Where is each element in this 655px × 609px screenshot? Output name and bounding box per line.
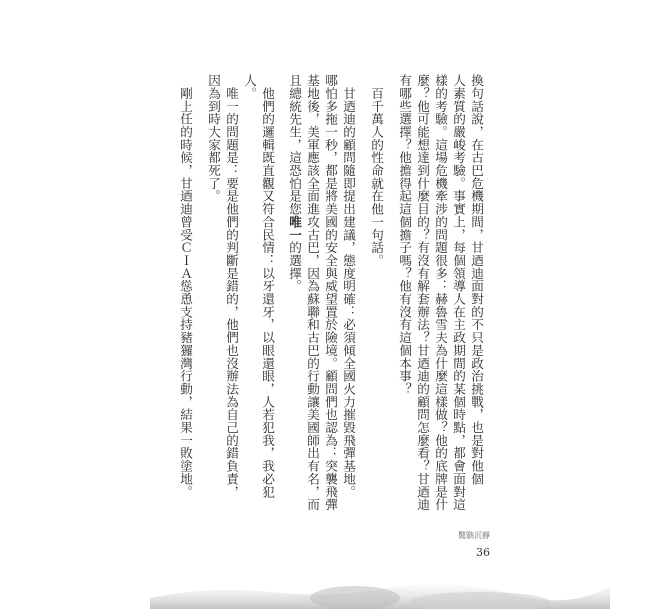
text-column-15 xyxy=(176,74,194,514)
text-column-10 xyxy=(285,74,303,514)
text-column-3 xyxy=(431,74,449,514)
column-text: 剛上任的時候，甘迺迪曾受ＣＩＡ慫恿支持豬玀灣行動，結果一敗塗地。 xyxy=(178,74,193,499)
text-column-13 xyxy=(222,74,240,514)
page-number: 36 xyxy=(476,546,490,559)
text-column-4 xyxy=(413,74,431,514)
column-text: 唯一的問題是：要是他們的判斷是錯的，他們也沒辦法為自己的錯負責， xyxy=(224,74,239,499)
column-text: 他們的邏輯既直觀又符合民情：以牙還牙，以眼還眼，人若犯我，我必犯 xyxy=(260,74,275,499)
emphasis-text: 唯一 xyxy=(287,215,302,242)
text-column-12 xyxy=(240,74,258,514)
text-column-6 xyxy=(367,74,385,514)
running-footer-title: 驚駭沉靜 xyxy=(458,531,490,540)
decorative-mist-image xyxy=(150,568,610,609)
column-text: 基地後，美軍應該全面進攻古巴，因為蘇聯和古巴的行動讓美國師出有名，而 xyxy=(305,74,320,511)
mist-illustration xyxy=(150,568,610,609)
text-column-5 xyxy=(395,74,413,514)
text-column-8 xyxy=(321,74,339,514)
text-column-14 xyxy=(204,74,222,514)
text-column-2 xyxy=(449,74,467,514)
column-text-after: 的選擇。 xyxy=(287,241,302,293)
column-text: 因為到時大家都死了。 xyxy=(206,74,221,203)
column-text: 麼？他可能想達到什麼目的？有沒有解套辦法？甘迺迪的顧問怎麼看？甘迺迪 xyxy=(415,74,430,511)
column-text: 換句話說，在古巴危機期間，甘迺迪面對的不只是政治挑戰，也是對他個 xyxy=(469,74,484,486)
column-text: 哪怕多拖一秒，都是將美國的安全與威望置於險境。顧問們也認為：突襲飛彈 xyxy=(323,74,338,511)
column-text: 且總統先生，這恐怕是您 xyxy=(287,74,302,216)
text-column-1 xyxy=(467,74,485,514)
column-text: 有哪些選擇？他擔得起這個擔子嗎？他有沒有這個本事？ xyxy=(397,74,412,396)
column-text: 樣的考驗。這場危機牽涉的問題很多：赫魯雪夫為什麼這樣做？他的底牌是什 xyxy=(433,74,448,511)
column-text: 甘迺迪的顧問隨即提出建議，態度明確：必須傾全國火力摧毀飛彈基地。 xyxy=(341,74,356,499)
text-column-7 xyxy=(339,74,357,514)
text-column-11 xyxy=(258,74,276,514)
column-text: 人。 xyxy=(242,74,257,100)
column-text: 人素質的嚴峻考驗。事實上，每個領導人在主政期間的某個時點，都會面對這 xyxy=(451,74,466,511)
text-column-9 xyxy=(303,74,321,514)
column-text: 百千萬人的性命就在他一句話。 xyxy=(369,74,384,267)
